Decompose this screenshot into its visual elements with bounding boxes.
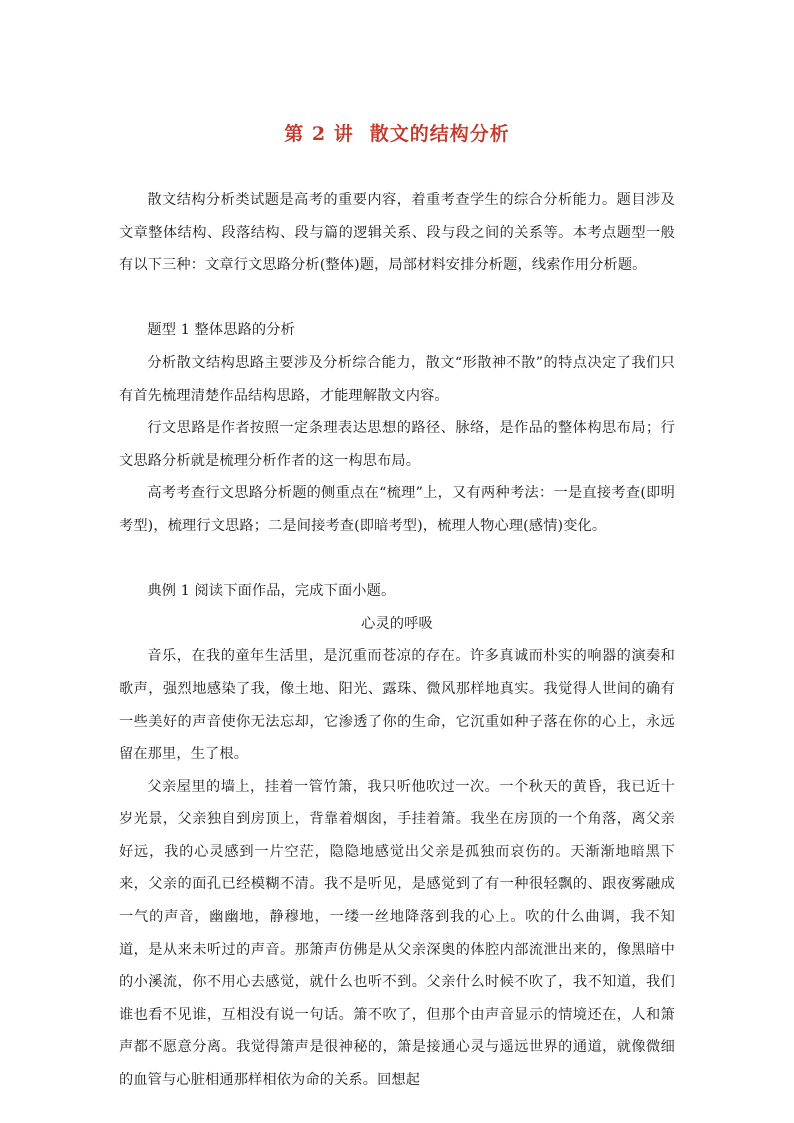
article-paragraph: 父亲屋里的墙上，挂着一管竹箫，我只听他吹过一次。一个秋天的黄昏，我已近十岁光景，父亲独自到房顶上，背靠着烟囱，手挂着箫。我坐在房顶的一个角落，离父亲好远，我的心灵感到一片空茫，隐隐地感觉出父亲是孤独而哀伤的。天渐渐地暗黑下来，父亲的面孔已经模糊不清。我不是听见，是感觉到了有一种很轻飘的、跟夜雾融成一气的声音，幽幽地，静穆地，一缕一丝地降落到我的心上。吹的什么曲调，我不知道，是从来未听过的声音。那箫声仿佛是从父亲深奥的体腔内部流泄出来的，像黑暗中的小溪流，你不用心去感觉，就什么也听不到。父亲什么时候不吹了，我不知道，我们谁也看不见谁，互相没有说一句话。箫不吹了，但那个由声音显示的情境还在，人和箫声都不愿意分离。我觉得箫声是很神秘的，箫是接通心灵与遥远世界的通道，就像微细的血管与心脏相通那样相依为命的关系。回想起 <box>119 778 675 1089</box>
type1-paragraph: 高考考查行文思路分析题的侧重点在“梳理”上，又有两种考法：一是直接考查(即明考型)，梳理行文思路；二是间接考查(即暗考型)，梳理人物心理(感情)变化。 <box>119 485 675 534</box>
lecture-number: 第 2 讲 <box>284 123 354 145</box>
lecture-topic: 散文的结构分析 <box>369 123 510 145</box>
paragraph-gap <box>119 543 675 576</box>
page-title <box>119 118 675 150</box>
type1-heading: 题型 1 整体思路的分析 <box>147 322 295 339</box>
type1-paragraph: 分析散文结构思路主要涉及分析综合能力，散文“形散神不散”的特点决定了我们只有首先梳理清楚作品结构思路，才能理解散文内容。 <box>119 354 675 404</box>
type1-paragraph: 行文思路是作者按照一定条理表达思想的路径、脉络，是作品的整体构思布局；行文思路分析就是梳理分析作者的这一构思布局。 <box>119 420 675 469</box>
article-title: 心灵的呼吸 <box>361 615 433 632</box>
example-label: 典例 1 阅读下面作品，完成下面小题。 <box>147 583 396 600</box>
intro-paragraph: 散文结构分析类试题是高考的重要内容，着重考查学生的综合分析能力。题目涉及文章整体结构、段落结构、段与篇的逻辑关系、段与段之间的关系等。本考点题型一般有以下三种：文章行文思路分析(整体)题，局部材料安排分析题，线索作用分析题。 <box>119 192 675 274</box>
document-content <box>119 118 675 1097</box>
paragraph-gap <box>119 282 675 315</box>
article-paragraph: 音乐，在我的童年生活里，是沉重而苍凉的存在。许多真诚而朴实的响器的演奏和歌声，强烈地感染了我，像土地、阳光、露珠、微风那样地真实。我觉得人世间的确有一些美好的声音使你无法忘却，它渗透了你的生命，它沉重如种子落在你的心上，永远留在那里，生了根。 <box>119 648 675 763</box>
